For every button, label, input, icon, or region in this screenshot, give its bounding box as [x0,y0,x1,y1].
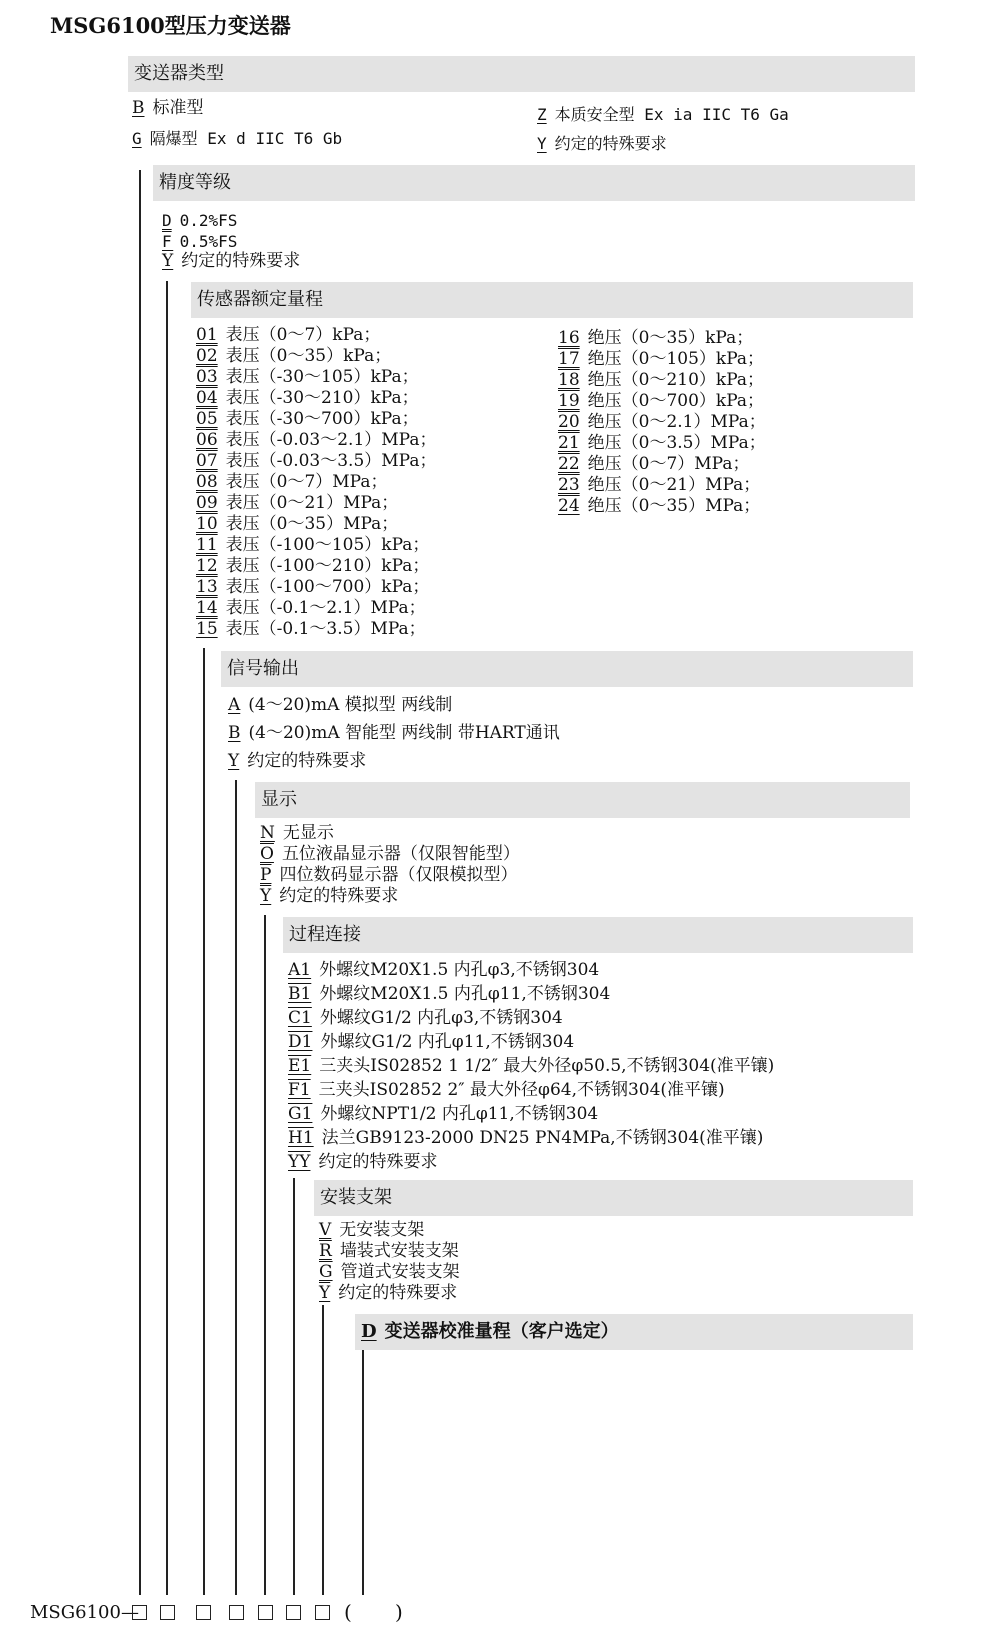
list-item [260,844,520,865]
list-item [558,496,760,517]
list-item [196,493,398,514]
option-code: D [162,211,172,230]
connector-line [139,170,141,1595]
list-item [196,325,380,346]
option-code: 21 [558,433,580,453]
connector-line [203,648,205,1595]
option-code: B [132,98,145,118]
list-item [196,556,429,577]
option-text: 绝压（0～2.1）MPa； [587,412,766,432]
section-title: 精度等级 [159,172,231,193]
option-code: 05 [196,409,218,429]
list-item [288,1080,725,1101]
option-text: 绝压（0～35）MPa； [587,496,761,516]
option-code: 01 [196,325,218,345]
option-code: 08 [196,472,218,492]
list-item [288,1128,763,1149]
option-text: 0.2%FS [179,211,238,230]
option-text: 绝压（0～210）kPa； [587,370,765,390]
option-text: 表压（-0.03～2.1）MPa； [225,430,437,450]
option-text: 约定的特殊要求 [247,751,367,771]
option-text: (4～20)mA 模拟型 两线制 [248,695,453,715]
option-code: 17 [558,349,580,369]
code-box [160,1605,175,1620]
list-item [558,328,753,349]
list-item [196,409,419,430]
list-item [228,751,366,772]
list-item [196,598,426,619]
list-item [196,577,429,598]
list-item [228,723,560,744]
list-item [558,412,766,433]
section-header-calibration [355,1314,913,1350]
list-item [558,391,764,412]
option-text: 法兰GB9123-2000 DN25 PN4MPa,不锈钢304(准平镶) [321,1128,764,1148]
list-item [288,984,610,1005]
list-item [558,454,750,475]
option-text: 标准型 [152,98,204,118]
option-text: 外螺纹G1/2 内孔φ3,不锈钢304 [319,1008,563,1028]
option-code: Z [537,105,547,124]
section-title: 传感器额定量程 [197,289,323,310]
option-text: 约定的特殊要求 [181,251,301,271]
option-code: P [260,865,272,885]
option-code: 06 [196,430,218,450]
list-item [260,865,517,886]
option-text: 表压（0～35）MPa； [225,514,399,534]
list-item [196,535,429,556]
option-code: Y [260,886,272,906]
option-code: D1 [288,1032,313,1052]
option-text: 表压（-100～700）kPa； [225,577,430,597]
option-code: 18 [558,370,580,390]
option-code: F1 [288,1080,311,1100]
section-title: 显示 [261,789,297,810]
option-code: 22 [558,454,580,474]
option-code: 23 [558,475,580,495]
list-item [319,1220,424,1241]
connector-line [166,281,168,1595]
option-code: 19 [558,391,580,411]
option-code: 15 [196,619,218,639]
section-header-bracket [314,1180,913,1216]
option-text: 四位数码显示器（仅限模拟型） [279,865,518,885]
list-item [260,823,334,844]
list-item [319,1262,460,1283]
list-item [196,388,419,409]
option-code: B [228,723,241,743]
option-text: 约定的特殊要求 [279,886,399,906]
option-code: G [132,129,142,148]
option-code: 10 [196,514,218,534]
list-item [196,367,419,388]
section-title: 变送器类型 [134,63,224,84]
option-text: 表压（0～35）kPa； [225,346,392,366]
list-item [288,1056,774,1077]
list-item [260,886,398,907]
list-item [558,370,764,391]
option-text: 表压（-0.03～3.5）MPa； [225,451,437,471]
list-item [196,430,437,451]
option-text: 三夹头IS02852 1 1/2″ 最大外径φ50.5,不锈钢304(准平镶) [319,1056,775,1076]
option-text: 无安装支架 [339,1220,425,1240]
option-code: 11 [196,535,218,555]
option-text: 约定的特殊要求 [554,134,667,153]
option-code: N [260,823,275,843]
list-item [196,514,398,535]
list-item [558,433,766,454]
option-code: 24 [558,496,580,516]
option-code: YY [288,1152,311,1172]
option-text: 管道式安装支架 [340,1262,460,1282]
option-code: G1 [288,1104,313,1124]
list-item [288,1104,598,1125]
section-title: 变送器校准量程（客户选定） [384,1321,619,1342]
section-title: 安装支架 [320,1187,392,1208]
model-code-label: MSG6100— [30,1602,139,1623]
option-text: 表压（0～7）MPa； [225,472,388,492]
option-text: 约定的特殊要求 [338,1283,458,1303]
option-text: 墙装式安装支架 [339,1241,459,1261]
list-item [196,451,437,472]
list-item [288,1152,437,1173]
option-text: 表压（-100～210）kPa； [225,556,430,576]
option-code: 16 [558,328,580,348]
option-code: 14 [196,598,218,618]
connector-line [293,1178,295,1595]
option-code: H1 [288,1128,314,1148]
option-code: V [319,1220,332,1240]
option-code: O [260,844,274,864]
option-code: A [228,695,241,715]
list-item [558,475,760,496]
option-text: 外螺纹G1/2 内孔φ11,不锈钢304 [320,1032,575,1052]
connector-line [322,1305,324,1595]
list-item [319,1241,459,1262]
section-header-display [255,782,910,818]
option-code: 03 [196,367,218,387]
option-text: 0.5%FS [179,232,238,251]
option-text: 约定的特殊要求 [318,1152,438,1172]
section-title: 信号输出 [227,658,299,679]
section-header-connection [283,917,913,953]
connector-line [264,915,266,1595]
section-header-range [191,282,913,318]
option-code: G [319,1262,333,1282]
section-header-signal [221,651,913,687]
option-text: 表压（-30～700）kPa； [225,409,419,429]
option-text: 绝压（0～7）MPa； [587,454,750,474]
option-code: 13 [196,577,218,597]
list-item [196,346,391,367]
section-title: 过程连接 [289,924,361,945]
option-text: 绝压（0～35）kPa； [587,328,754,348]
code-box [258,1605,273,1620]
close-paren: ) [395,1600,403,1624]
list-item [319,1283,457,1304]
option-text: 外螺纹NPT1/2 内孔φ11,不锈钢304 [320,1104,599,1124]
option-code: C1 [288,1008,312,1028]
list-item [537,133,667,154]
option-code: R [319,1241,332,1261]
connector-line [362,1350,364,1595]
list-item [132,128,342,149]
list-item [288,960,599,981]
list-item [537,104,789,125]
option-text: (4～20)mA 智能型 两线制 带HART通讯 [248,723,560,743]
page-title: MSG6100型压力变送器 [50,13,291,38]
option-text: 绝压（0～21）MPa； [587,475,761,495]
section-header-type [128,56,915,92]
option-text: 表压（-0.1～3.5）MPa； [225,619,426,639]
list-item [196,472,388,493]
option-code: D [361,1321,377,1342]
option-text: 无显示 [282,823,334,843]
list-item [196,619,426,640]
code-box [132,1605,147,1620]
code-box [196,1605,211,1620]
option-text: 绝压（0～3.5）MPa； [587,433,766,453]
option-text: 本质安全型 Ex ia IIC T6 Ga [554,105,789,124]
list-item [558,349,764,370]
code-box [286,1605,301,1620]
option-text: 三夹头IS02852 2″ 最大外径φ64,不锈钢304(准平镶) [318,1080,725,1100]
option-text: 隔爆型 Ex d IIC T6 Gb [149,129,343,148]
option-code: 07 [196,451,218,471]
option-text: 表压（-0.1～2.1）MPa； [225,598,426,618]
list-item [228,695,452,716]
option-text: 表压（-30～105）kPa； [225,367,419,387]
option-text: 五位液晶显示器（仅限智能型） [281,844,520,864]
option-code: E1 [288,1056,312,1076]
option-code: 12 [196,556,218,576]
option-code: 04 [196,388,218,408]
open-paren: ( [344,1600,352,1624]
option-text: 表压（-100～105）kPa； [225,535,430,555]
list-item [162,210,237,231]
list-item [162,231,237,252]
option-code: 09 [196,493,218,513]
list-item [288,1008,563,1029]
code-box [315,1605,330,1620]
option-code: Y [537,134,547,153]
option-text: 表压（-30～210）kPa； [225,388,419,408]
option-text: 绝压（0～700）kPa； [587,391,765,411]
option-text: 表压（0～7）kPa； [225,325,381,345]
option-text: 外螺纹M20X1.5 内孔φ11,不锈钢304 [319,984,611,1004]
list-item [288,1032,574,1053]
option-text: 表压（0～21）MPa； [225,493,399,513]
option-code: A1 [288,960,312,980]
list-item [132,98,204,119]
option-code: B1 [288,984,312,1004]
option-code: 02 [196,346,218,366]
option-code: 20 [558,412,580,432]
option-code: Y [228,751,240,771]
section-header-accuracy [153,165,915,201]
code-box [229,1605,244,1620]
option-text: 绝压（0～105）kPa； [587,349,765,369]
option-text: 外螺纹M20X1.5 内孔φ3,不锈钢304 [319,960,600,980]
option-code: Y [162,251,174,271]
connector-line [235,780,237,1595]
option-code: F [162,232,172,251]
list-item [162,251,300,272]
option-code: Y [319,1283,331,1303]
